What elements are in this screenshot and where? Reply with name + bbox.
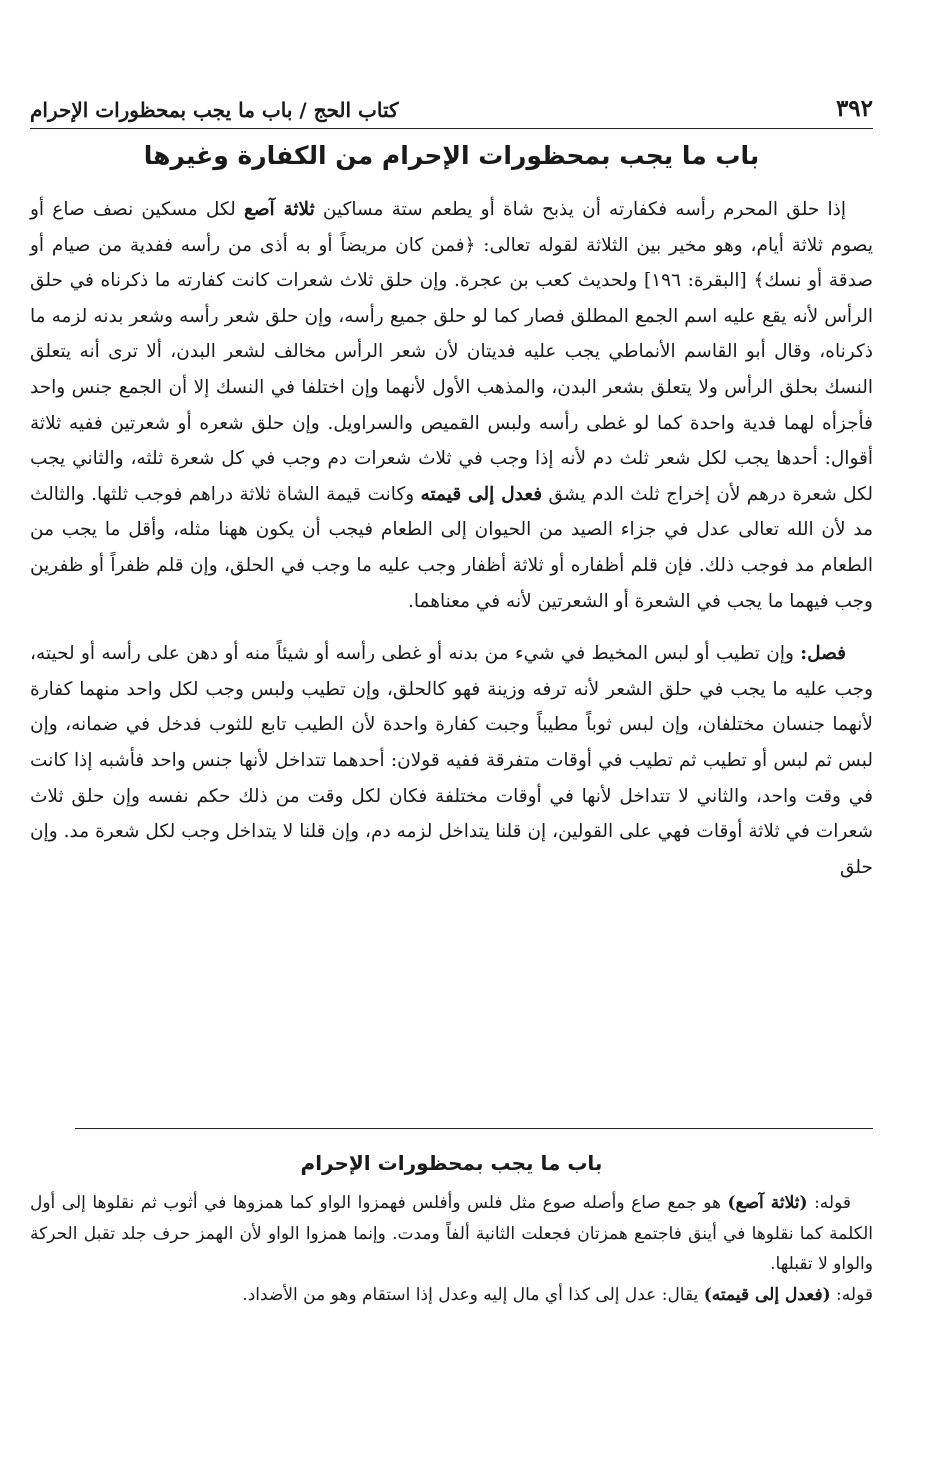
main-paragraph-1 <box>30 192 873 619</box>
section-label: فصل: <box>800 643 846 665</box>
footnote-heading: باب ما يجب بمحظورات الإحرام <box>300 1151 603 1175</box>
footnote-text <box>30 1188 873 1310</box>
book-page <box>30 0 873 1474</box>
text-run: وكانت قيمة الشاة ثلاثة دراهم فوجب ثلثها. والثالث مد لأن الله تعالى عدل في جزاء الصيد من الحيوان إلى الطعام فيجب أن يكون ههنا مثله، وأقل ما يجب من الطعام مد فوجب ذلك. فإن قلم أظفاره أو ثلاثة أظفار وجب عليه ما وجب في الحلق، وإن قلم ظفراً أو ظفرين وجب فيهما ما يجب في الشعرة أو الشعرتين لأنه في معناهما. <box>30 483 873 612</box>
chapter-title: باب ما يجب بمحظورات الإحرام من الكفارة وغيرها <box>143 141 760 170</box>
quoted-term: (فعدل إلى قيمته) <box>703 1284 831 1305</box>
keyword-bold: ثلاثة آصع <box>244 199 315 220</box>
text-run: إذا حلق المحرم رأسه فكفارته أن يذبح شاة أو يطعم ستة مساكين <box>314 199 846 220</box>
quoted-term: (ثلاثة آصع) <box>727 1193 808 1213</box>
main-paragraph-2 <box>30 636 873 885</box>
running-header <box>30 80 873 129</box>
running-title: كتاب الحج / باب ما يجب بمحظورات الإحرام <box>30 98 399 122</box>
footnote-note-1 <box>30 1188 873 1280</box>
text-run: قوله: <box>807 1193 851 1213</box>
footnote-divider <box>75 1128 873 1129</box>
text-run: قوله: <box>830 1284 873 1305</box>
text-run: يقال: عدل إلى كذا أي مال إليه وعدل إذا استقام وهو من الأضداد. <box>242 1284 704 1305</box>
footnote-note-2 <box>30 1280 873 1311</box>
text-run: هو جمع صاع وأصله صوع مثل فلس وأفلس فهمزوا الواو كما همزوها في أثوب ثم نقلوها إلى أول الكلمة كما نقلوها في أينق فاجتمع همزتان فجعلت الثانية ألفاً ومدت. وإنما همزوا الواو لأن الهمز حرف جلد تقبل الحركة والواو لا تقبلها. <box>30 1193 873 1274</box>
text-run: وإن تطيب أو لبس المخيط في شيء من بدنه أو غطى رأسه أو شيئاً منه أو دهن على رأسه أو لحيته، وجب عليه ما يجب في حلق الشعر لأنه ترفه وزينة فهو كالحلق، وإن تطيب ولبس وجب لكل واحد منهما كفارة لأنهما جنسان مختلفان، وإن لبس ثوباً مطيباً وجبت كفارة واحدة لأن الطيب تابع للثوب فدخل في ضمانه، وإن لبس ثم لبس أو تطيب ثم تطيب في أوقات متفرقة ففيه قولان: أحدهما تتداخل لأنها جنس واحد فأشبه إذا كانت في وقت واحد، والثاني لا تتداخل لأنها في أوقات مختلفة فكان لكل وقت من ذلك حكم نفسه وإن حلق ثلاث شعرات في ثلاثة أوقات فهي على القولين، إن قلنا يتداخل لزمه دم، وإن قلنا لا يتداخل وجب لكل شعرة مد. وإن حلق <box>30 643 873 878</box>
keyword-bold: فعدل إلى قيمته <box>420 483 543 505</box>
text-run: لكل مسكين نصف صاع أو يصوم ثلاثة أيام، وهو مخير بين الثلاثة لقوله تعالى: ﴿فمن كان مريضاً أو به أذى من رأسه ففدية من صيام أو صدقة أو نسك﴾ [البقرة: ١٩٦] ولحديث كعب بن عجرة. وإن حلق ثلاث شعرات كانت كفارته ما ذكرناه في حلق الرأس لأنه يقع عليه اسم الجمع المطلق فصار كما لو حلق جميع رأسه، وإن حلق شعر رأسه وشعر بدنه لزمه ما ذكرناه، وقال أبو القاسم الأنماطي يجب عليه فديتان لأن شعر الرأس مخالف لشعر البدن، ألا ترى أنه يتعلق النسك بحلق الرأس ولا يتعلق بشعر البدن، والمذهب الأول لأنهما وإن اختلفا في النسك إلا أن الجمع جنس واحد فأجزأه لهما فدية واحدة كما لو غطى رأسه ولبس القميص والسراويل. وإن حلق شعره أو شعرتين ففيه ثلاثة أقوال: أحدها يجب لكل شعر ثلث دم لأنه إذا وجب في ثلاث شعرات دم وجب في كل شعرة ثلثه، والثاني يجب لكل شعرة درهم لأن إخراج ثلث الدم يشق <box>30 199 873 505</box>
main-text <box>30 192 873 902</box>
page-number: ٣٩٢ <box>835 95 873 122</box>
